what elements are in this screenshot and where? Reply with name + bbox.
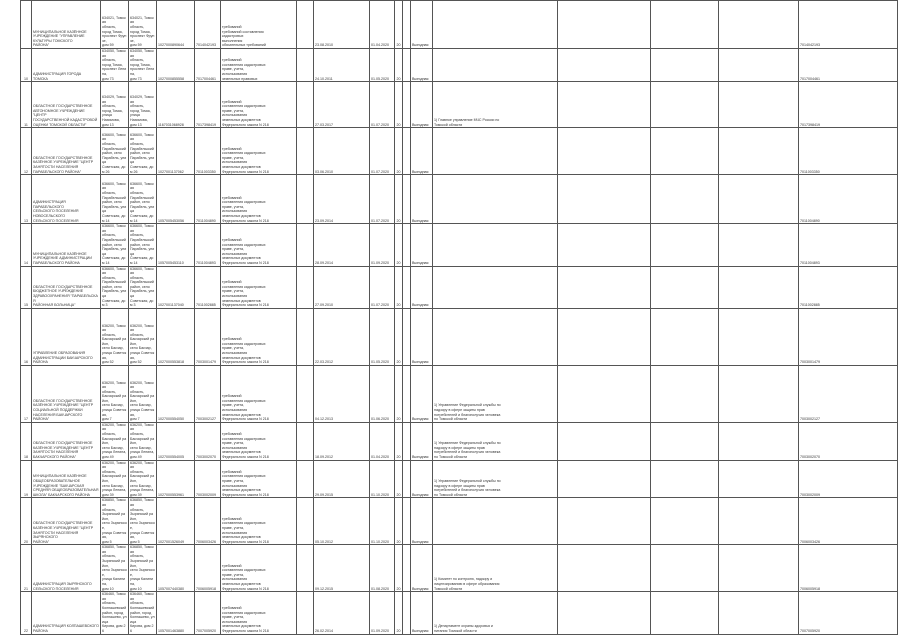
cell-inn: 7011002885 xyxy=(195,266,221,308)
cell-empty xyxy=(651,128,719,175)
cell-code: 7003001479 xyxy=(799,308,898,365)
cell-addr1: 634050, Томская область, город Томск, проспект Ленина, дом 73 xyxy=(101,49,129,82)
cell-code: 7017398419 xyxy=(799,82,898,128)
cell-d2: 28.09.2014 xyxy=(314,224,370,266)
table-row xyxy=(21,308,898,365)
cell-addr2: 636600, Томская область, Парабельский район, село Парабель, улица Советская, дом 26 xyxy=(129,128,157,175)
cell-d2: 27.03.2017 xyxy=(314,82,370,128)
cell-addr1: 636200, Томская область, Бакчарский район, село Бакчар, улица Советская, дом 52 xyxy=(101,308,129,365)
cell-d3: 01.09.2020 xyxy=(370,224,395,266)
cell-subject: требований требований составления кадастровых выполнения обязательных требований xyxy=(221,1,297,49)
cell-auth xyxy=(433,49,558,82)
cell-addr1: 636850, Томская область, Зырянский район, село Зырянское, улица Советская, дом 5 xyxy=(102,498,127,544)
cell-ogrn: 1057005453110 xyxy=(157,224,195,266)
cell-ogrn: 1027000890644 xyxy=(157,1,195,49)
cell-d3: 01.06.2020 xyxy=(370,365,395,422)
cell-subject: требований составления кадастровых праве, учета, использования земельных документов Федерального закона N 218 xyxy=(221,498,297,545)
cell-no: 15 xyxy=(21,266,32,308)
cell-subject: требований составления кадастровых праве, учета, использования земельных правовых xyxy=(221,49,297,82)
cell-form: Выездная xyxy=(411,1,433,49)
cell-empty xyxy=(719,545,799,592)
cell-d2: 09.12.2015 xyxy=(314,545,370,592)
cell-inn: 7017398419 xyxy=(195,82,221,128)
cell-ogrn: 1027000554050 xyxy=(157,365,195,422)
cell-inn: 7003002127 xyxy=(195,365,221,422)
cell-name: АДМИНИСТРАЦИЯ ГОРОДА ТОМСКА xyxy=(32,49,101,82)
cell-subject: требований составления кадастровых праве, учета, использования земельных документов Федерального закона N 218 xyxy=(221,460,297,498)
cell-d3: 01.05.2020 xyxy=(370,308,395,365)
cell-addr2: 634029, Томская область, город Томск, улица Нахимова, дом 13 xyxy=(129,82,157,128)
cell-dur: 20 xyxy=(395,82,403,128)
cell-addr2: 636850, Томская область, Зырянский район, село Зырянское, улица Калинина, дом 10 xyxy=(130,545,155,591)
cell-code: 7011003350 xyxy=(799,128,898,175)
cell-inn: 7006005918 xyxy=(195,545,221,592)
cell-dur: 20 xyxy=(395,365,403,422)
cell-empty xyxy=(651,460,719,498)
cell-name: ОБЛАСТНОЕ ГОСУДАРСТВЕННОЕ КАЗЁННОЕ УЧРЕЖДЕНИЕ "ЦЕНТР СОЦИАЛЬНОЙ ПОДДЕРЖКИ НАСЕЛЕНИЯ БАКЧАРСКОГО РАЙОНА" xyxy=(32,365,101,422)
cell-no: 18 xyxy=(21,422,32,460)
cell-empty xyxy=(558,498,651,545)
cell-inn: 7003001479 xyxy=(195,308,221,365)
cell-d1 xyxy=(297,498,314,545)
cell-no xyxy=(21,1,32,49)
cell-addr2: 636200, Томская область, Бакчарский район, село Бакчар, улица Ленина, дом 39 xyxy=(129,460,157,498)
cell-subject: требований составления кадастровых праве, учета, использования земельных документов Федерального закона N 218 xyxy=(221,266,297,308)
cell-d1 xyxy=(297,224,314,266)
cell-auth: 1) Главное управление МЧС России по Томской области xyxy=(433,82,558,128)
cell-empty xyxy=(558,460,651,498)
cell-ogrn: 1027001526049 xyxy=(157,498,195,545)
cell-form: Выездная xyxy=(411,308,433,365)
cell-unit xyxy=(403,128,411,175)
cell-code: 7011004893 xyxy=(799,224,898,266)
cell-dur: 20 xyxy=(395,175,403,224)
cell-d3: 01.08.2020 xyxy=(370,545,395,592)
cell-code: 7017004461 xyxy=(799,49,898,82)
cell-no: 12 xyxy=(21,128,32,175)
cell-empty xyxy=(558,82,651,128)
cell-addr2: 634050, Томская область, город Томск, проспект Ленина, дом 73 xyxy=(129,49,157,82)
cell-unit xyxy=(403,592,411,634)
cell-dur: 20 xyxy=(395,49,403,82)
cell-subject: требований составления кадастровых праве, учета, использования земельных документов Федерального закона N 218 xyxy=(221,592,297,634)
cell-empty xyxy=(719,592,799,634)
cell-d3: 01.10.2020 xyxy=(370,460,395,498)
cell-d1 xyxy=(297,266,314,308)
cell-form: Выездная xyxy=(411,128,433,175)
cell-d1 xyxy=(297,460,314,498)
cell-unit xyxy=(403,422,411,460)
cell-d2: 23.09.2014 xyxy=(314,175,370,224)
cell-addr1: 636200, Томская область, Бакчарский район, село Бакчар, улица Ленина, дом 49 xyxy=(101,422,129,460)
cell-dur: 20 xyxy=(395,1,403,49)
cell-code: 7014042193 xyxy=(799,1,898,49)
cell-subject: требований составления кадастровых праве, учета, использования земельных документов Федерального закона N 218 xyxy=(221,128,297,175)
cell-d1 xyxy=(297,128,314,175)
cell-name: ОБЛАСТНОЕ ГОСУДАРСТВЕННОЕ КАЗЁННОЕ УЧРЕЖДЕНИЕ "ЦЕНТР ЗАНЯТОСТИ НАСЕЛЕНИЯ ЗЫРЯНСКОГО РАЙОНА" xyxy=(32,498,101,545)
cell-auth xyxy=(433,175,558,224)
cell-auth xyxy=(433,266,558,308)
table-row xyxy=(21,545,898,592)
cell-auth xyxy=(433,498,558,545)
cell-no: 11 xyxy=(21,82,32,128)
cell-dur: 20 xyxy=(395,308,403,365)
table-row xyxy=(21,49,898,82)
cell-empty xyxy=(719,422,799,460)
cell-d2: 27.09.2010 xyxy=(314,266,370,308)
cell-dur: 20 xyxy=(395,128,403,175)
cell-d3: 01.07.2020 xyxy=(370,128,395,175)
cell-empty xyxy=(719,224,799,266)
cell-empty xyxy=(651,545,719,592)
inspection-plan-table xyxy=(20,0,898,635)
cell-addr1: 636460, Томская область, Колпашевский район, город Колпашево, улица Кирова, дом 26 xyxy=(102,592,127,633)
cell-empty xyxy=(558,308,651,365)
cell-inn: 7003002009 xyxy=(195,460,221,498)
table-row xyxy=(21,460,898,498)
cell-no: 10 xyxy=(21,49,32,82)
cell-empty xyxy=(651,498,719,545)
cell-addr1: 634029, Томская область, город Томск, улица Нахимова, дом 13 xyxy=(101,82,129,128)
cell-empty xyxy=(651,592,719,634)
cell-addr2: 636200, Томская область, Бакчарский район, село Бакчар, улица Советская, дом 7 xyxy=(129,365,157,422)
cell-inn: 7003002070 xyxy=(195,422,221,460)
cell-d3: 01.07.2020 xyxy=(370,82,395,128)
cell-d3: 01.07.2020 xyxy=(370,266,395,308)
cell-auth: 1) Департамент охраны здоровья и питания Томской области xyxy=(433,592,558,634)
cell-empty xyxy=(651,308,719,365)
cell-addr1: 636600, Томская область, Парабельский район, село Парабель, улица Советская, дом 14 xyxy=(101,175,129,224)
cell-name: ОБЛАСТНОЕ ГОСУДАРСТВЕННОЕ БЮДЖЕТНОЕ УЧРЕЖДЕНИЕ ЗДРАВООХРАНЕНИЯ "ПАРАБЕЛЬСКАЯ РАЙОННАЯ БОЛЬНИЦА" xyxy=(32,266,101,308)
cell-dur: 20 xyxy=(395,266,403,308)
cell-form: Выездная xyxy=(411,49,433,82)
cell-ogrn: 1027001137040 xyxy=(157,266,195,308)
cell-d2: 29.09.2015 xyxy=(314,460,370,498)
cell-subject: требований составления кадастровых праве, учета, использования земельных документов Федерального закона N 218 xyxy=(221,224,297,266)
cell-dur: 20 xyxy=(395,422,403,460)
cell-form: Выездная xyxy=(411,365,433,422)
cell-d1 xyxy=(297,49,314,82)
cell-no: 16 xyxy=(21,308,32,365)
cell-d1 xyxy=(297,308,314,365)
cell-d1 xyxy=(297,422,314,460)
cell-empty xyxy=(719,365,799,422)
cell-addr1: 636200, Томская область, Бакчарский район, село Бакчар, улица Ленина, дом 39 xyxy=(101,460,129,498)
cell-unit xyxy=(403,460,411,498)
cell-form: Выездная xyxy=(411,545,433,592)
cell-d2: 22.03.2012 xyxy=(314,308,370,365)
cell-empty xyxy=(558,422,651,460)
cell-unit xyxy=(403,224,411,266)
cell-inn: 7014042193 xyxy=(195,1,221,49)
cell-d2: 04.12.2013 xyxy=(314,365,370,422)
cell-dur: 20 xyxy=(395,592,403,634)
cell-unit xyxy=(403,365,411,422)
cell-addr2: 636200, Томская область, Бакчарский район, село Бакчар, улица Советская, дом 52 xyxy=(129,308,157,365)
cell-form: Выездная xyxy=(411,82,433,128)
cell-ogrn: 1027000553818 xyxy=(157,308,195,365)
cell-addr1: 636200, Томская область, Бакчарский район, село Бакчар, улица Советская, дом 7 xyxy=(101,365,129,422)
cell-dur: 20 xyxy=(395,545,403,592)
cell-d2: 18.09.2012 xyxy=(314,422,370,460)
cell-empty xyxy=(719,460,799,498)
cell-auth: 1) Управление Федеральной службы по надзору в сфере защиты прав потребителей и благополучия человека по Томской области xyxy=(433,365,558,422)
cell-empty xyxy=(651,1,719,49)
cell-d2: 26.02.2014 xyxy=(314,592,370,634)
cell-subject: требований составления кадастровых праве, учета, использования земельных документов Федерального закона N 218 xyxy=(221,82,297,128)
cell-unit xyxy=(403,498,411,545)
cell-ogrn: 1167031068928 xyxy=(157,82,195,128)
cell-auth xyxy=(433,308,558,365)
cell-name: АДМИНИСТРАЦИЯ КОЛПАШЕВСКОГО РАЙОНА xyxy=(32,592,101,634)
cell-addr1: 634021, Томская область, город Томск, проспект Фрунзе, дом 59 xyxy=(101,1,129,49)
cell-auth: 1) Управление Федеральной службы по надзору в сфере защиты прав потребителей и благополучия человека по Томской области xyxy=(433,460,558,498)
cell-auth xyxy=(433,128,558,175)
cell-name: МУНИЦИПАЛЬНОЕ КАЗЁННОЕ УЧРЕЖДЕНИЕ АДМИНИСТРАЦИИ ПАРАБЕЛЬСКОГО РАЙОНА xyxy=(32,224,101,266)
cell-ogrn: 1027000855558 xyxy=(157,49,195,82)
cell-inn: 7007005920 xyxy=(195,592,221,634)
cell-empty xyxy=(719,308,799,365)
cell-empty xyxy=(558,266,651,308)
cell-subject: требований составления кадастровых праве, учета, использования земельных документов Федерального закона N 218 xyxy=(221,175,297,224)
cell-empty xyxy=(719,175,799,224)
cell-inn: 7006003426 xyxy=(195,498,221,545)
cell-auth xyxy=(433,1,558,49)
cell-empty xyxy=(719,266,799,308)
cell-d1 xyxy=(297,175,314,224)
cell-unit xyxy=(403,82,411,128)
cell-code: 7006005918 xyxy=(799,545,898,592)
cell-inn: 7011004893 xyxy=(195,224,221,266)
cell-empty xyxy=(558,365,651,422)
cell-subject: требований составления кадастровых праве, учета, использования земельных документов Федерального закона N 218 xyxy=(221,308,297,365)
cell-empty xyxy=(651,175,719,224)
cell-form: Выездная xyxy=(411,266,433,308)
cell-unit xyxy=(403,266,411,308)
cell-unit xyxy=(403,1,411,49)
table-row xyxy=(21,422,898,460)
cell-empty xyxy=(558,175,651,224)
cell-no: 20 xyxy=(21,498,32,545)
cell-ogrn: 1027000554005 xyxy=(157,422,195,460)
cell-d3: 01.04.2020 xyxy=(370,422,395,460)
cell-name: ОБЛАСТНОЕ ГОСУДАРСТВЕННОЕ КАЗЁННОЕ УЧРЕЖДЕНИЕ "ЦЕНТР ЗАНЯТОСТИ НАСЕЛЕНИЯ БАКЧАРСКОГО РАЙОНА" xyxy=(32,422,101,460)
cell-addr1: 636850, Томская область, Зырянский район, село Зырянское, улица Калинина, дом 10 xyxy=(102,545,127,591)
cell-empty xyxy=(651,266,719,308)
cell-auth: 1) Управление Федеральной службы по надзору в сфере защиты прав потребителей и благополучия человека по Томской области xyxy=(433,422,558,460)
cell-addr2: 636600, Томская область, Парабельский район, село Парабель, улица Советская, дом 14 xyxy=(129,175,157,224)
cell-name: МУНИЦИПАЛЬНОЕ КАЗЁННОЕ ОБЩЕОБРАЗОВАТЕЛЬНОЕ УЧРЕЖДЕНИЕ "БАКЧАРСКАЯ СРЕДНЯЯ ОБЩЕОБРАЗОВАТЕЛЬНАЯ ШКОЛА" БАКЧАРСКОГО РАЙОНА xyxy=(32,460,101,498)
cell-inn: 7011004890 xyxy=(195,175,221,224)
cell-empty xyxy=(651,422,719,460)
cell-auth: 1) Комитет по контролю, надзору и лицензированию в сфере образования Томской области xyxy=(433,545,558,592)
cell-addr2: 636600, Томская область, Парабельский район, село Парабель, улица Советская, дом 14 xyxy=(129,224,157,266)
cell-empty xyxy=(558,49,651,82)
cell-inn: 7011003350 xyxy=(195,128,221,175)
cell-unit xyxy=(403,308,411,365)
table-row xyxy=(21,82,898,128)
cell-form: Выездная xyxy=(411,175,433,224)
cell-empty xyxy=(558,592,651,634)
cell-no: 13 xyxy=(21,175,32,224)
cell-name: ОБЛАСТНОЕ ГОСУДАРСТВЕННОЕ КАЗЁННОЕ УЧРЕЖДЕНИЕ "ЦЕНТР ЗАНЯТОСТИ НАСЕЛЕНИЯ ПАРАБЕЛЬСКОГО РАЙОНА" xyxy=(32,128,101,175)
cell-ogrn: 1027001137062 xyxy=(157,128,195,175)
cell-empty xyxy=(719,498,799,545)
cell-addr2: 636600, Томская область, Парабельский район, село Парабель, улица Советская, дом 3 xyxy=(129,266,157,308)
table-row xyxy=(21,365,898,422)
cell-empty xyxy=(651,49,719,82)
cell-subject: требований составления кадастровых праве, учета, использования земельных документов Федерального закона N 218 xyxy=(221,422,297,460)
cell-no: 14 xyxy=(21,224,32,266)
cell-form: Выездная xyxy=(411,592,433,634)
cell-d1 xyxy=(297,592,314,634)
cell-code: 7011002885 xyxy=(799,266,898,308)
cell-empty xyxy=(558,128,651,175)
cell-d3: 01.09.2020 xyxy=(370,592,395,634)
cell-no: 19 xyxy=(21,460,32,498)
cell-dur: 20 xyxy=(395,224,403,266)
cell-d3: 01.07.2020 xyxy=(370,175,395,224)
cell-addr1: 636600, Томская область, Парабельский район, село Парабель, улица Советская, дом 3 xyxy=(101,266,129,308)
table-row xyxy=(21,592,898,634)
cell-addr2: 636850, Томская область, Зырянский район, село Зырянское, улица Советская, дом 5 xyxy=(130,498,155,544)
cell-code: 7003002070 xyxy=(799,422,898,460)
cell-form: Выездная xyxy=(411,460,433,498)
cell-form: Выездная xyxy=(411,422,433,460)
cell-no: 21 xyxy=(21,545,32,592)
cell-subject: требований составления кадастровых праве, учета, использования земельных документов Федерального закона N 218 xyxy=(221,545,297,592)
cell-dur: 20 xyxy=(395,460,403,498)
table-row xyxy=(21,128,898,175)
cell-d1 xyxy=(297,365,314,422)
cell-empty xyxy=(558,224,651,266)
table-row xyxy=(21,498,898,545)
cell-empty xyxy=(651,82,719,128)
cell-d3: 01.04.2020 xyxy=(370,1,395,49)
cell-name: МУНИЦИПАЛЬНОЕ КАЗЁННОЕ УЧРЕЖДЕНИЕ "УПРАВЛЕНИЕ КУЛЬТУРЫ ТОМСКОГО РАЙОНА" xyxy=(32,1,101,49)
cell-empty xyxy=(719,82,799,128)
cell-form: Выездная xyxy=(411,498,433,545)
cell-unit xyxy=(403,545,411,592)
cell-addr1: 636600, Томская область, Парабельский район, село Парабель, улица Советская, дом 14 xyxy=(101,224,129,266)
cell-unit xyxy=(403,49,411,82)
cell-empty xyxy=(719,1,799,49)
cell-subject: требований составления кадастровых праве, учета, использования земельных документов Федерального закона N 218 xyxy=(221,365,297,422)
cell-dur: 20 xyxy=(395,498,403,545)
cell-no: 17 xyxy=(21,365,32,422)
cell-d1 xyxy=(297,82,314,128)
cell-empty xyxy=(651,224,719,266)
cell-code: 7011004890 xyxy=(799,175,898,224)
cell-d3: 01.10.2020 xyxy=(370,498,395,545)
cell-form: Выездная xyxy=(411,224,433,266)
cell-d2: 03.06.2010 xyxy=(314,128,370,175)
cell-d1 xyxy=(297,545,314,592)
cell-d3: 01.05.2020 xyxy=(370,49,395,82)
cell-d2: 23.08.2010 xyxy=(314,1,370,49)
cell-code: 7007005920 xyxy=(799,592,898,634)
cell-name: УПРАВЛЕНИЕ ОБРАЗОВАНИЯ АДМИНИСТРАЦИИ БАКЧАРСКОГО РАЙОНА xyxy=(32,308,101,365)
cell-no: 22 xyxy=(21,592,32,634)
cell-d1 xyxy=(297,1,314,49)
cell-ogrn: 1057007440380 xyxy=(157,545,195,592)
cell-d2: 24.10.2011 xyxy=(314,49,370,82)
cell-addr2: 636460, Томская область, Колпашевский район, город Колпашево, улица Кирова, дом 26 xyxy=(130,592,155,633)
cell-empty xyxy=(651,365,719,422)
cell-code: 7003002009 xyxy=(799,460,898,498)
cell-code: 7003002127 xyxy=(799,365,898,422)
cell-code: 7006003426 xyxy=(799,498,898,545)
cell-ogrn: 1027000553961 xyxy=(157,460,195,498)
cell-inn: 7017004461 xyxy=(195,49,221,82)
table-row xyxy=(21,175,898,224)
table-row xyxy=(21,266,898,308)
cell-ogrn: 1057001463880 xyxy=(157,592,195,634)
cell-empty xyxy=(719,49,799,82)
table-row xyxy=(21,224,898,266)
cell-name: АДМИНИСТРАЦИЯ ПАРАБЕЛЬСКОГО СЕЛЬСКОГО ПОСЕЛЕНИЯ НОВОСЕЛЬСКОГО СЕЛЬСКОГО ПОСЕЛЕНИЯ xyxy=(32,175,101,224)
cell-empty xyxy=(719,128,799,175)
table-row xyxy=(21,1,898,49)
cell-ogrn: 1057005453056 xyxy=(157,175,195,224)
cell-unit xyxy=(403,175,411,224)
cell-addr2: 636200, Томская область, Бакчарский район, село Бакчар, улица Ленина, дом 49 xyxy=(129,422,157,460)
cell-d2: 05.10.2012 xyxy=(314,498,370,545)
cell-addr2: 634021, Томская область, город Томск, проспект Фрунзе, дом 59 xyxy=(129,1,157,49)
cell-auth xyxy=(433,224,558,266)
cell-empty xyxy=(558,545,651,592)
cell-name: ОБЛАСТНОЕ ГОСУДАРСТВЕННОЕ АВТОНОМНОЕ УЧРЕЖДЕНИЕ "ЦЕНТР ГОСУДАРСТВЕННОЙ КАДАСТРОВОЙ ОЦЕНКИ ТОМСКОЙ ОБЛАСТИ" xyxy=(32,82,101,128)
cell-empty xyxy=(558,1,651,49)
cell-name: АДМИНИСТРАЦИЯ ЗЫРЯНСКОГО СЕЛЬСКОГО ПОСЕЛЕНИЯ xyxy=(32,545,101,592)
cell-addr1: 636600, Томская область, Парабельский район, село Парабель, улица Советская, дом 26 xyxy=(101,128,129,175)
